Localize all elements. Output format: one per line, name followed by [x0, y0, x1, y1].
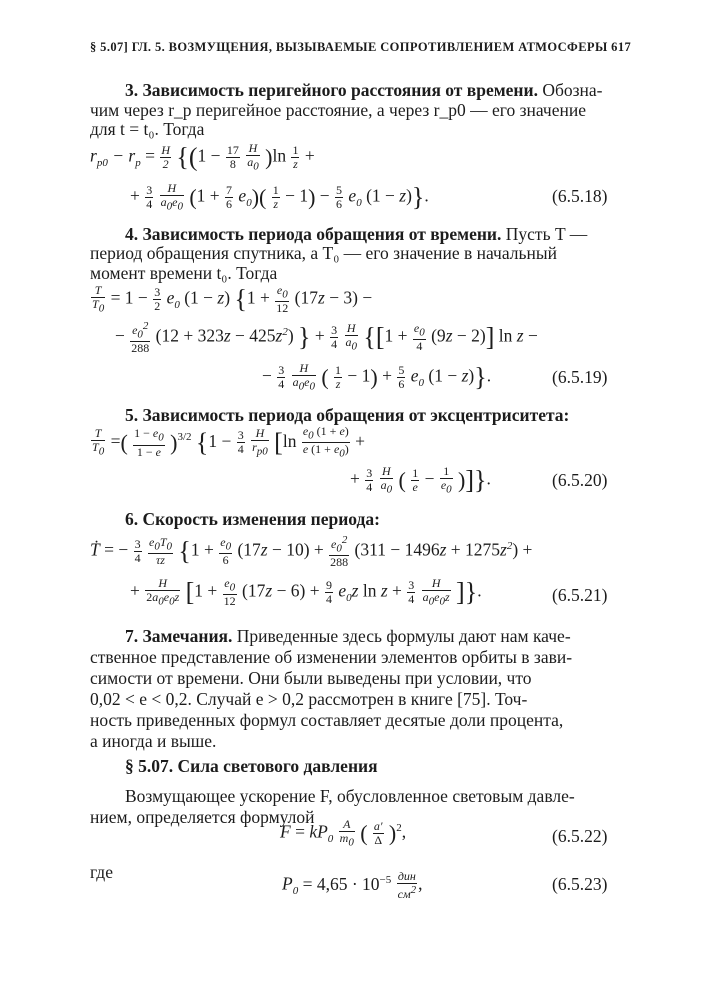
equation-6-5-18-line-2: + $\frac{3}{4}$ $\frac{H}{a_0e_0}$ (1 + $\frac{7}{6}$ $e_0$)( $\frac{1}{z}$ − 1) − $\frac{5}{6}$ $e_0$ (1 − z)}.: [130, 181, 429, 213]
section-4-line-2: период обращения спутника, а T₀ — его значение в начальный: [90, 243, 557, 263]
section-7-line-6: а иногда и выше.: [90, 731, 217, 751]
section-6-title: 6. Скорость изменения периода:: [125, 509, 380, 529]
section-5-07-title: § 5.07. Сила светового давления: [125, 756, 378, 776]
section-5-07-line-1: Возмущающее ускорение F, обусловленное световым давле-: [125, 786, 575, 806]
equation-6-5-19-line-1: $\frac{T}{T_0}$ = 1 − $\frac{3}{2}$ $e_0$ (1 − z) {1 + $\frac{e_0}{12}$ (17z − 3) −: [92, 283, 373, 316]
equation-number-6-5-23: (6.5.23): [552, 874, 608, 894]
section-7-title: 7. Замечания.: [125, 626, 233, 646]
equation-6-5-18-line-1: $r_{p0} - r_p$ = $\frac{H}{2}$ {(1 − $\frac{17}{8}$ $\frac{H}{a_0}$ )ln $\frac{1}{z}$ +: [90, 141, 315, 173]
equation-number-6-5-22: (6.5.22): [552, 826, 608, 846]
section-7-line-3: симости от времени. Они были выведены при условии, что: [90, 668, 532, 688]
section-7-text-1: Приведенные здесь формулы дают нам каче-: [236, 626, 571, 646]
equation-6-5-19-line-2: − $\frac{e_0^2}{288}$ $(12 + 323z - 425z^2)$ } + $\frac{3}{4}$ $\frac{H}{a_0}$ {[1 + $\frac{e_0}{4}$ (9z − 2)] ln z −: [115, 320, 538, 356]
equation-6-5-23: $P_0 = 4,65 \cdot 10^{-5}$ $\frac{\text{дин}}{см^2}$ ,: [282, 869, 423, 901]
section-7-line-4: 0,02 < e < 0,2. Случай e > 0,2 рассмотрен в книге [75]. Точ-: [90, 689, 528, 709]
section-3-title: 3. Зависимость перигейного расстояния от времени.: [125, 80, 538, 100]
equation-6-5-20-line-2: + $\frac{3}{4}$ $\frac{H}{a_0}$ ( $\frac{1}{e}$ − $\frac{1}{e_0}$ )]}.: [350, 464, 491, 496]
equation-number-6-5-18: (6.5.18): [552, 186, 608, 206]
equation-6-5-22: $F = kP_0$ $\frac{A}{m_0}$ ( $\frac{a'}{\Delta}$ )$^2$,: [280, 817, 407, 849]
section-4-title: 4. Зависимость периода обращения от времени.: [125, 224, 502, 244]
equation-number-6-5-21: (6.5.21): [552, 585, 608, 605]
page-header: § 5.07] ГЛ. 5. ВОЗМУЩЕНИЯ, ВЫЗЫВАЕМЫЕ СОПРОТИВЛЕНИЕМ АТМОСФЕРЫ 617: [90, 40, 632, 54]
section-7-line-5: ность приведенных формул составляет десятые доли процента,: [90, 710, 564, 730]
section-5-title: 5. Зависимость периода обращения от эксцентриситета:: [125, 405, 570, 425]
equation-6-5-21-line-1: Ṫ = − $\frac{3}{4}$ $\frac{e_0T_0}{\tau z}$ {1 + $\frac{e_0}{6}$ (17z − 10) + $\frac{e_0^2}{288}$ $(311 - 1496z + 1275z^2)$ +: [90, 534, 533, 570]
where-label: где: [90, 862, 113, 882]
section-4-text-1: Пусть T —: [505, 224, 588, 244]
equation-6-5-21-line-2: + $\frac{H}{2a_0e_0z}$ [1 + $\frac{e_0}{12}$ (17z − 6) + $\frac{9}{4}$ $e_0z$ ln z + $\frac{3}{4}$ $\frac{H}{a_0e_0z}$ ]}.: [130, 576, 482, 609]
section-7-line-2: ственное представление об изменении элементов орбиты в зави-: [90, 647, 573, 667]
section-3-text-1: Обозна-: [542, 80, 603, 100]
equation-6-5-20-line-1: $\frac{T}{T_0}$ =( $\frac{1 - e_0}{1 - e}$ )$^{3/2}$ {1 − $\frac{3}{4}$ $\frac{H}{r_{p0}}$ [ln $\frac{e_0 (1 + e)}{e (1 + e_0)}$ +: [92, 424, 366, 460]
equation-number-6-5-20: (6.5.20): [552, 470, 608, 490]
equation-6-5-19-line-3: − $\frac{3}{4}$ $\frac{H}{a_0e_0}$ ( $\frac{1}{z}$ − 1) + $\frac{5}{6}$ $e_0$ (1 − z)}.: [262, 361, 492, 393]
equation-number-6-5-19: (6.5.19): [552, 367, 608, 387]
section-3-line-3: для t = t₀. Тогда: [90, 119, 205, 139]
section-4-line-3: момент времени t₀. Тогда: [90, 263, 278, 283]
section-5-07-line-2: нием, определяется формулой: [90, 807, 315, 827]
section-3-line-2: чим через r_p перигейное расстояние, а через r_p0 — его значение: [90, 100, 586, 120]
